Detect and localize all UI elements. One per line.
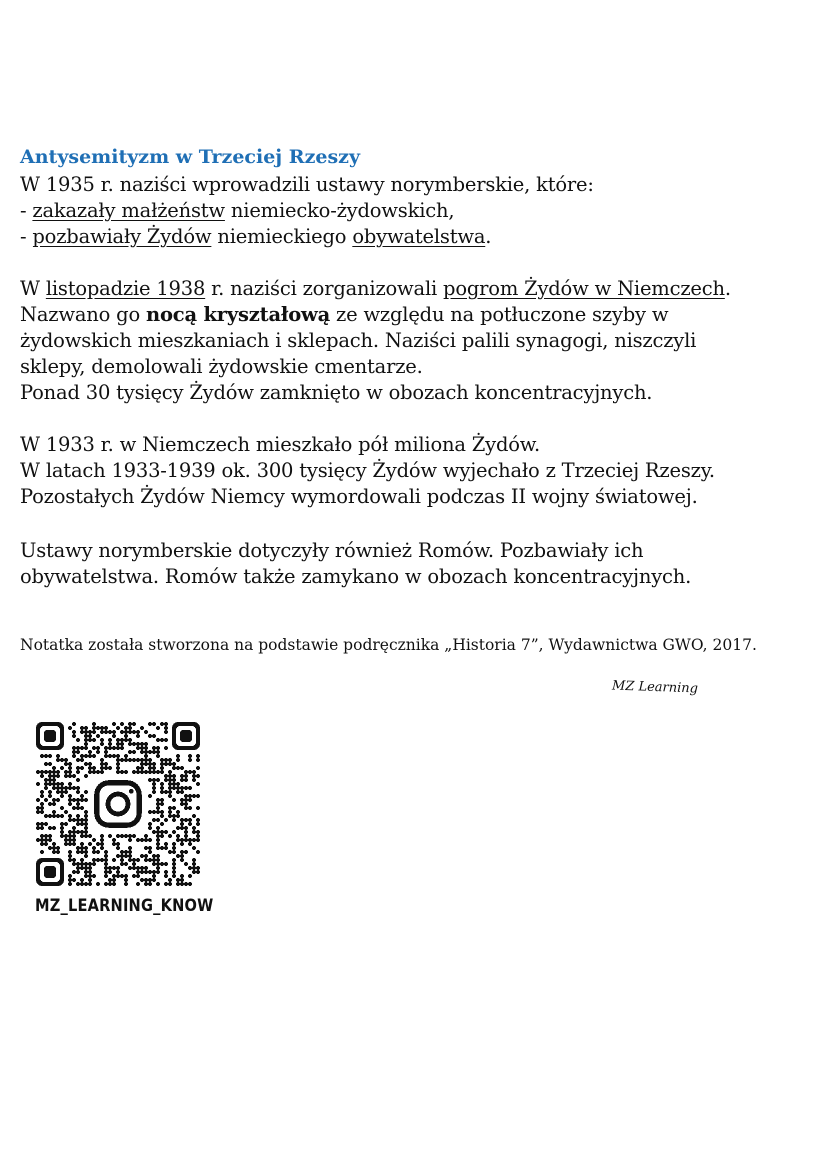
- qr-finder-top-left: [36, 722, 64, 750]
- p2-l1-underlined-2: pogrom Żydów w Niemczech: [443, 277, 725, 300]
- qr-finder-top-right: [172, 722, 200, 750]
- p3-line-2: W latach 1933-1939 ok. 300 tysięcy Żydów wyjechało z Trzeciej Rzeszy.: [20, 459, 715, 482]
- p2-l2-bold: nocą kryształową: [146, 303, 331, 326]
- p1-l3-underlined-1: pozbawiały Żydów: [32, 225, 212, 248]
- instagram-icon: [92, 778, 144, 830]
- signature: MZ Learning: [611, 678, 699, 697]
- p2-l1-b: r. naziści zorganizowali: [205, 277, 444, 300]
- p2-l1-c: .: [724, 277, 731, 300]
- p2-l1-a: W: [20, 277, 46, 300]
- note-title: Antysemityzm w Trzeciej Rzeszy: [20, 146, 360, 168]
- p1-line-2: [20, 198, 454, 224]
- p1-line-3: [20, 224, 491, 250]
- p1-l2-underlined: zakazały małżeństw: [32, 199, 225, 222]
- qr-code[interactable]: [36, 722, 200, 886]
- p1-l2-a: -: [20, 199, 33, 222]
- p1-l3-b: niemieckiego: [211, 225, 353, 248]
- p1-l3-underlined-2: obywatelstwa: [352, 225, 486, 248]
- p1-l3-a: -: [20, 225, 33, 248]
- p2-line-2: [20, 302, 668, 328]
- p1-l3-c: .: [485, 225, 492, 248]
- p2-line-5: Ponad 30 tysięcy Żydów zamknięto w obozach koncentracyjnych.: [20, 381, 653, 404]
- p1-l2-b: niemiecko-żydowskich,: [224, 199, 455, 222]
- p1-line-1: W 1935 r. naziści wprowadzili ustawy norymberskie, które:: [20, 173, 594, 196]
- p3-line-3: Pozostałych Żydów Niemcy wymordowali podczas II wojny światowej.: [20, 485, 698, 508]
- p4-line-1: Ustawy norymberskie dotyczyły również Romów. Pozbawiały ich: [20, 539, 644, 562]
- p2-l2-b: ze względu na potłuczone szyby w: [330, 303, 669, 326]
- p2-line-3: żydowskich mieszkaniach i sklepach. Naziści palili synagogi, niszczyli: [20, 329, 697, 352]
- instagram-handle: MZ_LEARNING_KNOW: [35, 896, 214, 916]
- p2-line-1: [20, 276, 731, 302]
- p2-line-4: sklepy, demolowali żydowskie cmentarze.: [20, 355, 423, 378]
- p2-l1-underlined-1: listopadzie 1938: [45, 277, 206, 300]
- source-note: Notatka została stworzona na podstawie podręcznika „Historia 7”, Wydawnictwa GWO, 2017.: [20, 636, 757, 654]
- p2-l2-a: Nazwano go: [20, 303, 146, 326]
- p3-line-1: W 1933 r. w Niemczech mieszkało pół miliona Żydów.: [20, 433, 540, 456]
- qr-finder-bottom-left: [36, 858, 64, 886]
- p4-line-2: obywatelstwa. Romów także zamykano w obozach koncentracyjnych.: [20, 565, 692, 588]
